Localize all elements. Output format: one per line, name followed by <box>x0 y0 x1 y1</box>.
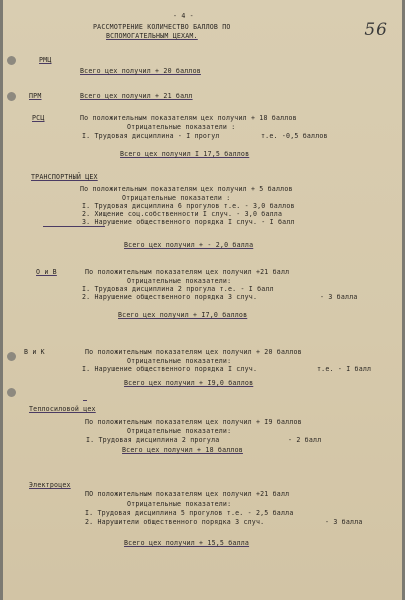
section-positive-oiv: По положительным показателям цех получил +21 балл <box>85 268 290 276</box>
section-total-rsts: Всего цех получил I 17,5 баллов <box>120 150 250 158</box>
section-name-electrotsekh: Электроцех <box>29 481 71 489</box>
section-negative-item-electrotsekh-1: I. Трудовая дисциплина 5 прогулов т.е. - 2,5 балла <box>85 509 294 517</box>
section-negative-item-electrotsekh-2: 2. Нарушители общественного порядка 3 случ. <box>85 518 265 526</box>
section-name-transport: ТРАНСПОРТНЫЙ ЦЕХ <box>31 173 98 181</box>
binding-hole <box>7 92 16 101</box>
section-positive-transport: По положительным показателям цех получил + 5 баллов <box>80 185 293 193</box>
section-total-rmts: Всего цех получил + 20 баллов <box>80 67 201 75</box>
section-negative-item-transport-3: 3. Нарушение общественного порядка I случ. - I балл <box>82 218 295 226</box>
pencil-mark <box>83 400 87 401</box>
binding-hole <box>7 388 16 397</box>
binding-hole <box>7 56 16 65</box>
page-number: - 4 - <box>173 12 194 20</box>
section-total-transport: Всего цех получил + - 2,0 балла <box>124 241 254 249</box>
section-negative-item-transport-1: I. Трудовая дисциплина 6 прогулов т.е. - 3,0 баллов <box>82 202 295 210</box>
binding-hole <box>7 352 16 361</box>
section-name-oiv: О и В <box>36 268 57 276</box>
document-page <box>3 0 402 600</box>
section-total-vik: Всего цех получил + I9,0 баллов <box>124 379 254 387</box>
handwritten-page-number: 56 <box>364 20 388 40</box>
section-total-prm: Всего цех получил + 21 балл <box>80 92 193 100</box>
section-negative-value-vik-1: т.е. - I балл <box>317 365 372 373</box>
section-negative-header-transport: Отрицательные показатели : <box>122 194 231 202</box>
section-negative-item-oiv-2: 2. Нарушение общественного порядка 3 случ. <box>82 293 258 301</box>
section-negative-header-electrotsekh: Отрицательные показатели: <box>127 500 232 508</box>
section-name-rsts: РСЦ <box>32 114 45 122</box>
section-name-teplosilovoy: Теплосиловой цех <box>29 405 96 413</box>
section-negative-item-rsts-1: I. Трудовая дисциплина - I прогул <box>82 132 220 140</box>
section-negative-item-teplosilovoy-1: I. Трудовая дисциплина 2 прогула <box>86 436 220 444</box>
section-total-electrotsekh: Всего цех получил + 15,5 балла <box>124 539 250 547</box>
section-negative-item-oiv-1: I. Трудовая дисциплина 2 прогула т.е. - I балл <box>82 285 274 293</box>
section-name-prm: ПРМ <box>29 92 42 100</box>
section-total-teplosilovoy: Всего цех получил + 18 баллов <box>122 446 243 454</box>
section-positive-rsts: По положительным показателям цех получил + 18 баллов <box>80 114 297 122</box>
document-subtitle: ВСПОМОГАТЕЛЬНЫМ ЦЕХАМ. <box>106 32 198 40</box>
section-total-oiv: Всего цех получил + I7,0 баллов <box>118 311 248 319</box>
section-negative-value-electrotsekh-2: - 3 балла <box>325 518 363 526</box>
section-negative-header-rsts: Отрицательные показатели : <box>127 123 236 131</box>
pencil-underline <box>43 226 105 227</box>
document-title: РАССМОТРЕНИЕ КОЛИЧЕСТВО БАЛЛОВ ПО <box>93 23 231 31</box>
section-negative-header-vik: Отрицательные показатели: <box>127 357 232 365</box>
section-negative-value-oiv-2: - 3 балла <box>320 293 358 301</box>
section-negative-value-rsts-1: т.е. -0,5 баллов <box>261 132 328 140</box>
section-name-vik: В и К <box>24 348 45 356</box>
section-negative-header-oiv: Отрицательные показатели: <box>127 277 232 285</box>
section-negative-item-vik-1: I. Нарушение общественного порядка I случ. <box>82 365 258 373</box>
section-positive-vik: По положительным показателям цех получил + 20 баллов <box>85 348 302 356</box>
binding-holes <box>7 0 19 600</box>
section-positive-teplosilovoy: По положительным показателям цех получил + I9 баллов <box>85 418 302 426</box>
section-negative-header-teplosilovoy: Отрицательные показатели: <box>127 427 232 435</box>
section-name-rmts: РМЦ <box>39 56 52 64</box>
section-negative-item-transport-2: 2. Хищение соц.собственности I случ. - 3,0 балла <box>82 210 283 218</box>
section-positive-electrotsekh: ПО положительным показателям цех получил +21 балл <box>85 490 290 498</box>
section-negative-value-teplosilovoy-1: - 2 балл <box>288 436 322 444</box>
